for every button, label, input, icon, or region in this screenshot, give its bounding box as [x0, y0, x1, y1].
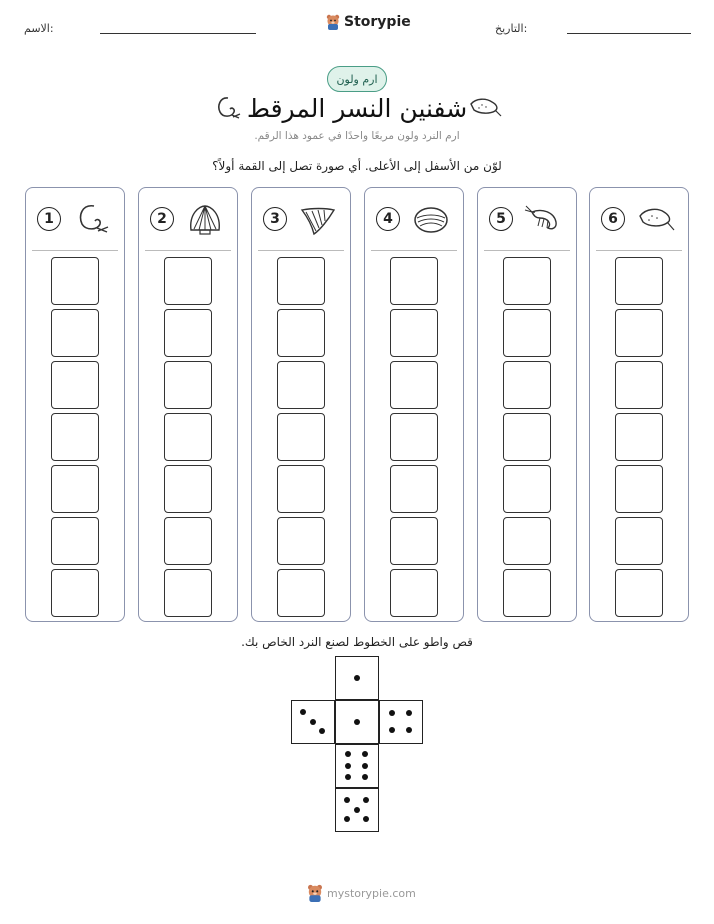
footer-url: mystorypie.com	[327, 886, 416, 900]
color-square[interactable]	[277, 361, 325, 409]
color-square[interactable]	[164, 413, 212, 461]
color-square[interactable]	[51, 413, 99, 461]
column-6	[589, 187, 689, 622]
color-square[interactable]	[503, 413, 551, 461]
date-line	[567, 33, 691, 34]
dice-pip	[345, 763, 351, 769]
color-square[interactable]	[615, 257, 663, 305]
column-3	[251, 187, 351, 622]
color-square[interactable]	[503, 309, 551, 357]
color-square[interactable]	[503, 517, 551, 565]
cut-instruction: قص واطو على الخطوط لصنع النرد الخاص بك.	[241, 635, 473, 649]
color-square[interactable]	[390, 517, 438, 565]
instruction-text: لوّن من الأسفل إلى الأعلى. أي صورة تصل إلى القمة أولاً؟	[212, 159, 502, 173]
column-divider	[32, 250, 118, 251]
color-square[interactable]	[164, 517, 212, 565]
storypie-logo	[326, 14, 411, 30]
dice-pip	[344, 797, 350, 803]
dice-face-6	[335, 744, 379, 788]
column-number: 2	[150, 207, 174, 231]
dice-pip	[354, 719, 360, 725]
column-divider	[484, 250, 570, 251]
color-square[interactable]	[503, 257, 551, 305]
color-square[interactable]	[390, 309, 438, 357]
stingray-icon	[468, 96, 502, 118]
color-square[interactable]	[390, 465, 438, 513]
clam-shell-icon	[411, 200, 451, 238]
color-square[interactable]	[164, 569, 212, 617]
stingray-icon	[636, 200, 676, 238]
dice-pip	[363, 797, 369, 803]
column-5	[477, 187, 577, 622]
name-label: الاسم:	[24, 22, 54, 35]
column-divider	[371, 250, 457, 251]
dice-pip	[310, 719, 316, 725]
roll-and-color-badge: ارم ولون	[327, 66, 387, 92]
dice-pip	[345, 774, 351, 780]
fish-fin-icon	[298, 200, 338, 238]
dice-face-1	[335, 700, 379, 744]
dice-face-5	[335, 788, 379, 832]
color-square[interactable]	[51, 309, 99, 357]
color-square[interactable]	[615, 569, 663, 617]
column-number: 5	[489, 207, 513, 231]
color-square[interactable]	[51, 361, 99, 409]
color-square[interactable]	[277, 257, 325, 305]
dice-pip	[345, 751, 351, 757]
color-square[interactable]	[615, 465, 663, 513]
color-square[interactable]	[277, 309, 325, 357]
page-title: شفنين النسر المرقط	[246, 94, 468, 123]
column-divider	[258, 250, 344, 251]
dice-pip	[362, 763, 368, 769]
column-1	[25, 187, 125, 622]
color-square[interactable]	[164, 257, 212, 305]
color-square[interactable]	[390, 257, 438, 305]
subtitle: ارم النرد ولون مربعًا واحدًا في عمود هذا الرقم.	[254, 130, 460, 142]
dice-pip	[406, 727, 412, 733]
column-number: 3	[263, 207, 287, 231]
color-square[interactable]	[503, 569, 551, 617]
dice-face-3	[291, 700, 335, 744]
color-square[interactable]	[615, 413, 663, 461]
color-square[interactable]	[164, 361, 212, 409]
date-label: التاريخ:	[495, 22, 528, 35]
column-number: 4	[376, 207, 400, 231]
dice-pip	[344, 816, 350, 822]
shrimp-icon	[524, 200, 564, 238]
column-divider	[596, 250, 682, 251]
brand-name: Storypie	[344, 14, 411, 30]
dice-face-1	[335, 656, 379, 700]
dice-pip	[362, 774, 368, 780]
color-square[interactable]	[390, 361, 438, 409]
column-4	[364, 187, 464, 622]
column-number: 6	[601, 207, 625, 231]
bear-mascot-icon	[326, 14, 340, 30]
color-square[interactable]	[51, 569, 99, 617]
hook-icon	[72, 200, 112, 238]
color-square[interactable]	[503, 465, 551, 513]
color-square[interactable]	[51, 257, 99, 305]
color-square[interactable]	[390, 569, 438, 617]
name-line	[100, 33, 256, 34]
color-square[interactable]	[615, 361, 663, 409]
color-square[interactable]	[277, 569, 325, 617]
dice-face-4	[379, 700, 423, 744]
color-square[interactable]	[51, 465, 99, 513]
dice-pip	[363, 816, 369, 822]
column-number: 1	[37, 207, 61, 231]
dice-pip	[319, 728, 325, 734]
color-square[interactable]	[615, 517, 663, 565]
color-square[interactable]	[277, 413, 325, 461]
color-square[interactable]	[503, 361, 551, 409]
color-square[interactable]	[164, 465, 212, 513]
color-square[interactable]	[164, 309, 212, 357]
dice-pip	[389, 727, 395, 733]
scallop-shell-icon	[185, 200, 225, 238]
color-square[interactable]	[390, 413, 438, 461]
color-square[interactable]	[277, 517, 325, 565]
dice-pip	[406, 710, 412, 716]
color-square[interactable]	[277, 465, 325, 513]
dice-pip	[354, 807, 360, 813]
column-2	[138, 187, 238, 622]
color-square[interactable]	[51, 517, 99, 565]
dice-pip	[300, 709, 306, 715]
column-divider	[145, 250, 231, 251]
dice-pip	[354, 675, 360, 681]
color-square[interactable]	[615, 309, 663, 357]
dice-pip	[362, 751, 368, 757]
dice-pip	[389, 710, 395, 716]
bear-mascot-icon	[307, 884, 323, 902]
footer	[307, 884, 416, 902]
